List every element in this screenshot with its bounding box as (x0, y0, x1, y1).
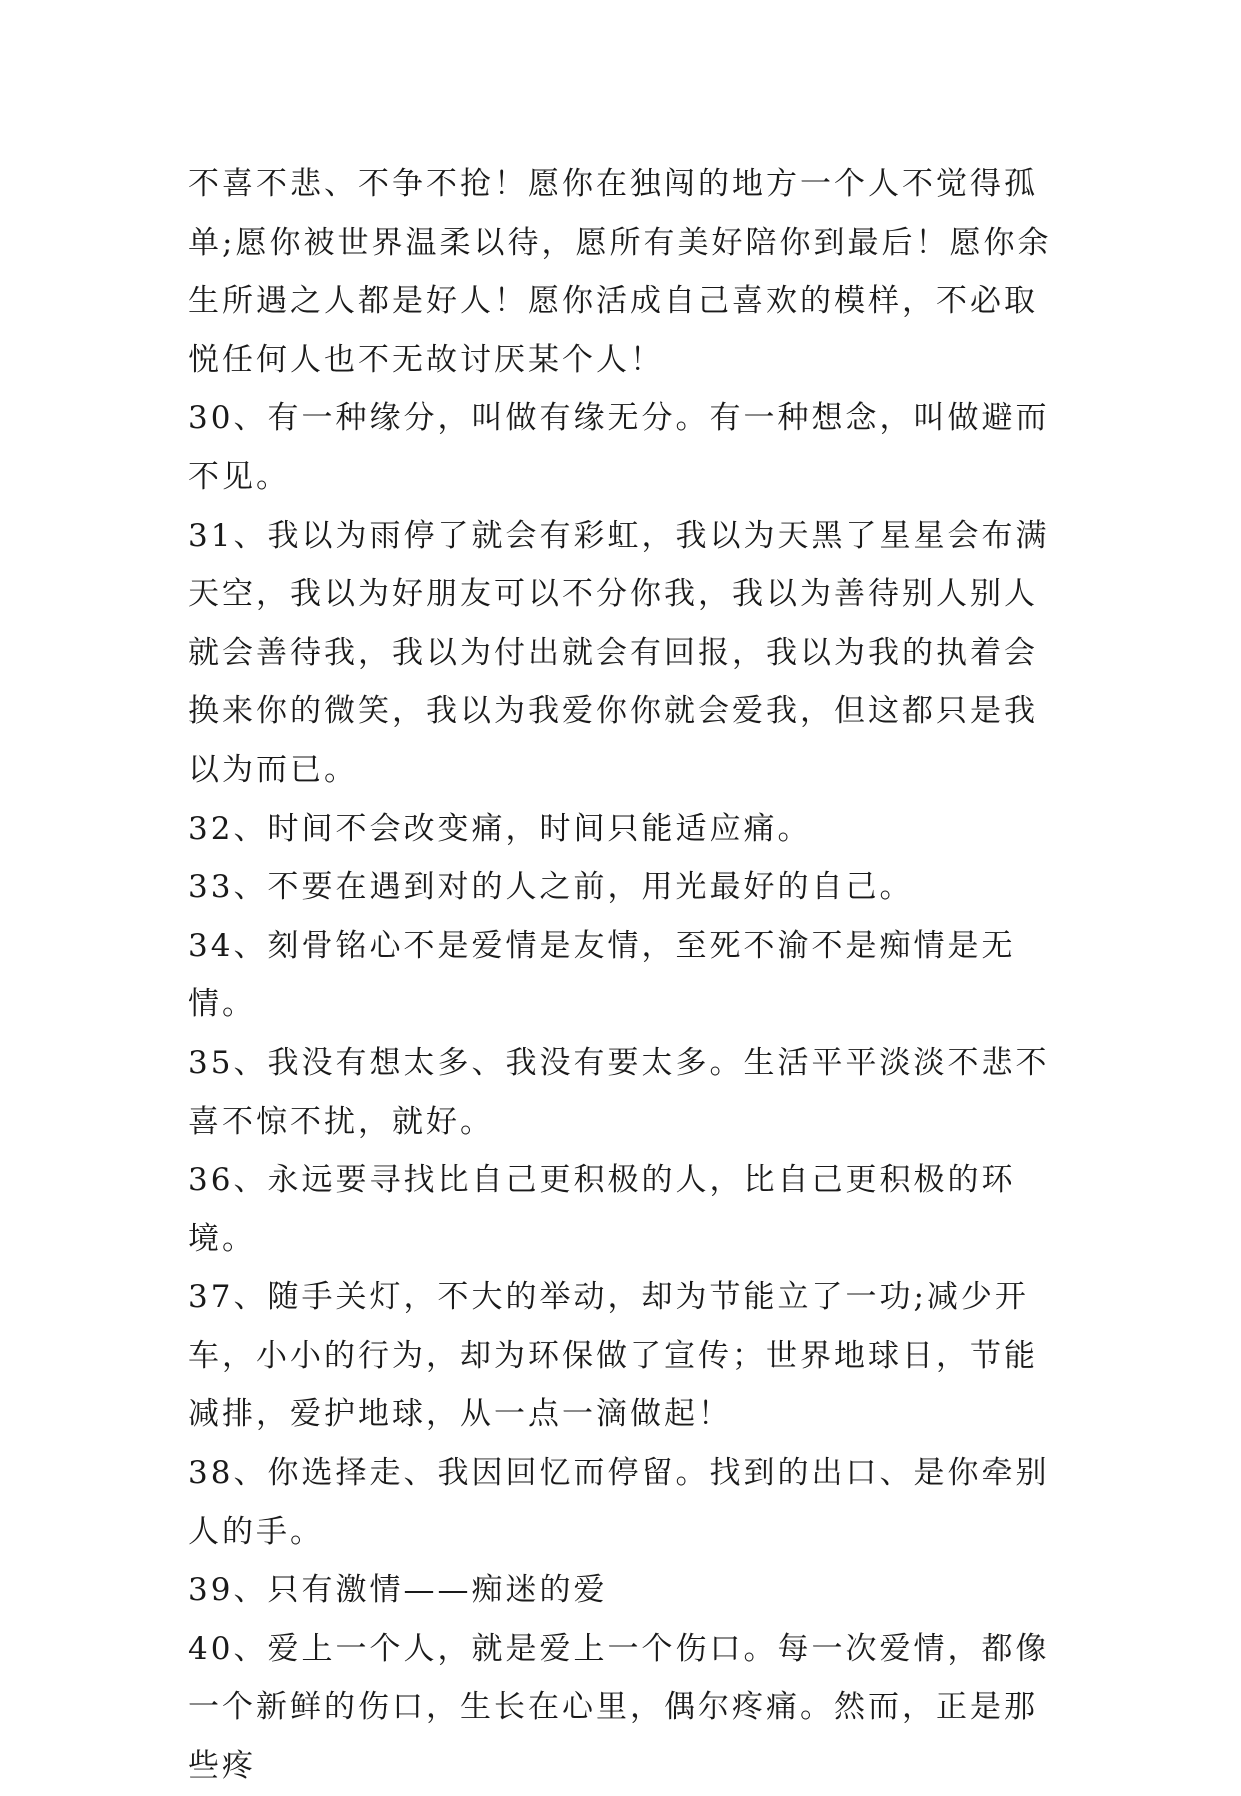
paragraph-item-39: 39、只有激情——痴迷的爱 (188, 1572, 608, 1609)
paragraph-item-35: 35、我没有想太多、我没有要太多。生活平平淡淡不悲不喜不惊不扰，就好。 (188, 1044, 1050, 1140)
paragraph-item-36: 36、永远要寻找比自己更积极的人，比自己更积极的环境。 (188, 1162, 1016, 1257)
paragraph-intro-continued: 不喜不悲、不争不抢！愿你在独闯的地方一个人不觉得孤单;愿你被世界温柔以待，愿所有美好陪你到最后！愿你余生所遇之人都是好人！愿你活成自己喜欢的模样，不必取悦任何人也不无故讨厌某个人！ (188, 166, 1052, 378)
paragraph-item-38: 38、你选择走、我因回忆而停留。找到的出口、是你牵别人的手。 (188, 1455, 1050, 1550)
paragraph-item-33: 33、不要在遇到对的人之前，用光最好的自己。 (188, 869, 914, 906)
paragraph-item-34: 34、刻骨铭心不是爱情是友情，至死不渝不是痴情是无情。 (188, 927, 1016, 1023)
paragraph-item-37: 37、随手关灯，不大的举动，却为节能立了一功;减少开车，小小的行为，却为环保做了宣传；世界地球日，节能减排，爱护地球，从一点一滴做起！ (188, 1279, 1038, 1433)
paragraph-item-31: 31、我以为雨停了就会有彩虹，我以为天黑了星星会布满天空，我以为好朋友可以不分你我，我以为善待别人别人就会善待我，我以为付出就会有回报，我以为我的执着会换来你的微笑，我以为我爱你你就会爱我，但这都只是我以为而已。 (188, 517, 1050, 788)
document-body (188, 155, 1068, 1796)
paragraph-item-32: 32、时间不会改变痛，时间只能适应痛。 (188, 810, 812, 847)
paragraph-item-30: 30、有一种缘分，叫做有缘无分。有一种想念，叫做避而不见。 (188, 400, 1050, 495)
paragraph-item-40: 40、爱上一个人，就是爱上一个伤口。每一次爱情，都像一个新鲜的伤口，生长在心里，偶尔疼痛。然而，正是那些疼 (188, 1630, 1050, 1785)
